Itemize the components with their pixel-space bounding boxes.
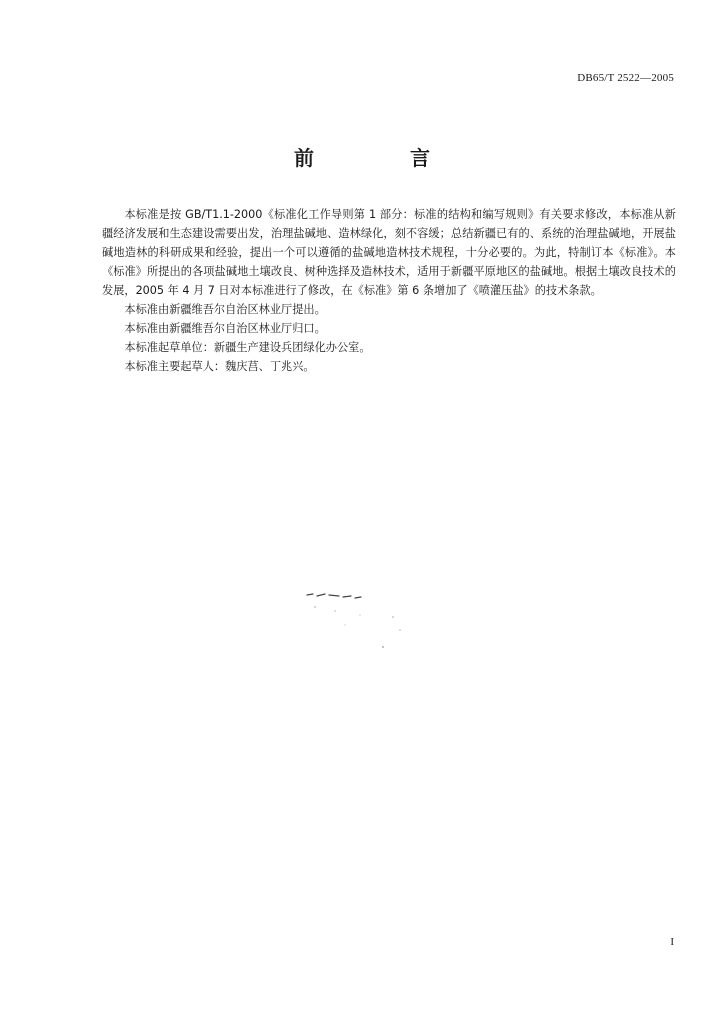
scan-noise-marks (305, 585, 425, 655)
foreword-paragraph-intro: 本标准是按 GB/T1.1-2000《标准化工作导则第 1 部分：标准的结构和编写规则》有关要求修改，本标准从新疆经济发展和生态建设需要出发，治理盐碱地、造林绿化，刻不容缓；总结新疆已有的、系统的治理盐碱地，开展盐碱地造林的科研成果和经验，提出一个可以遵循的盐碱地造林技术规程，十分必要的。为此，特制订本《标准》。本《标准》所提出的各项盐碱地土壤改良、树种选择及造林技术，适用于新疆平原地区的盐碱地。根据土壤改良技术的发展，2005 年 4 月 7 日对本标准进行了修改，在《标准》第 6 条增加了《喷灌压盐》的技术条款。 (102, 208, 676, 297)
foreword-paragraph-proposer: 本标准由新疆维吾尔自治区林业厅提出。 (124, 303, 326, 316)
foreword-paragraph-drafting-unit: 本标准起草单位：新疆生产建设兵团绿化办公室。 (124, 341, 371, 354)
foreword-paragraph-drafters: 本标准主要起草人：魏庆莒、丁兆兴。 (124, 360, 315, 373)
foreword-paragraph-authority: 本标准由新疆维吾尔自治区林业厅归口。 (124, 322, 326, 335)
foreword-body (102, 205, 676, 376)
standard-code: DB65/T 2522—2005 (577, 72, 674, 84)
page-number: I (670, 936, 674, 948)
page-title: 前 言 (294, 146, 468, 170)
